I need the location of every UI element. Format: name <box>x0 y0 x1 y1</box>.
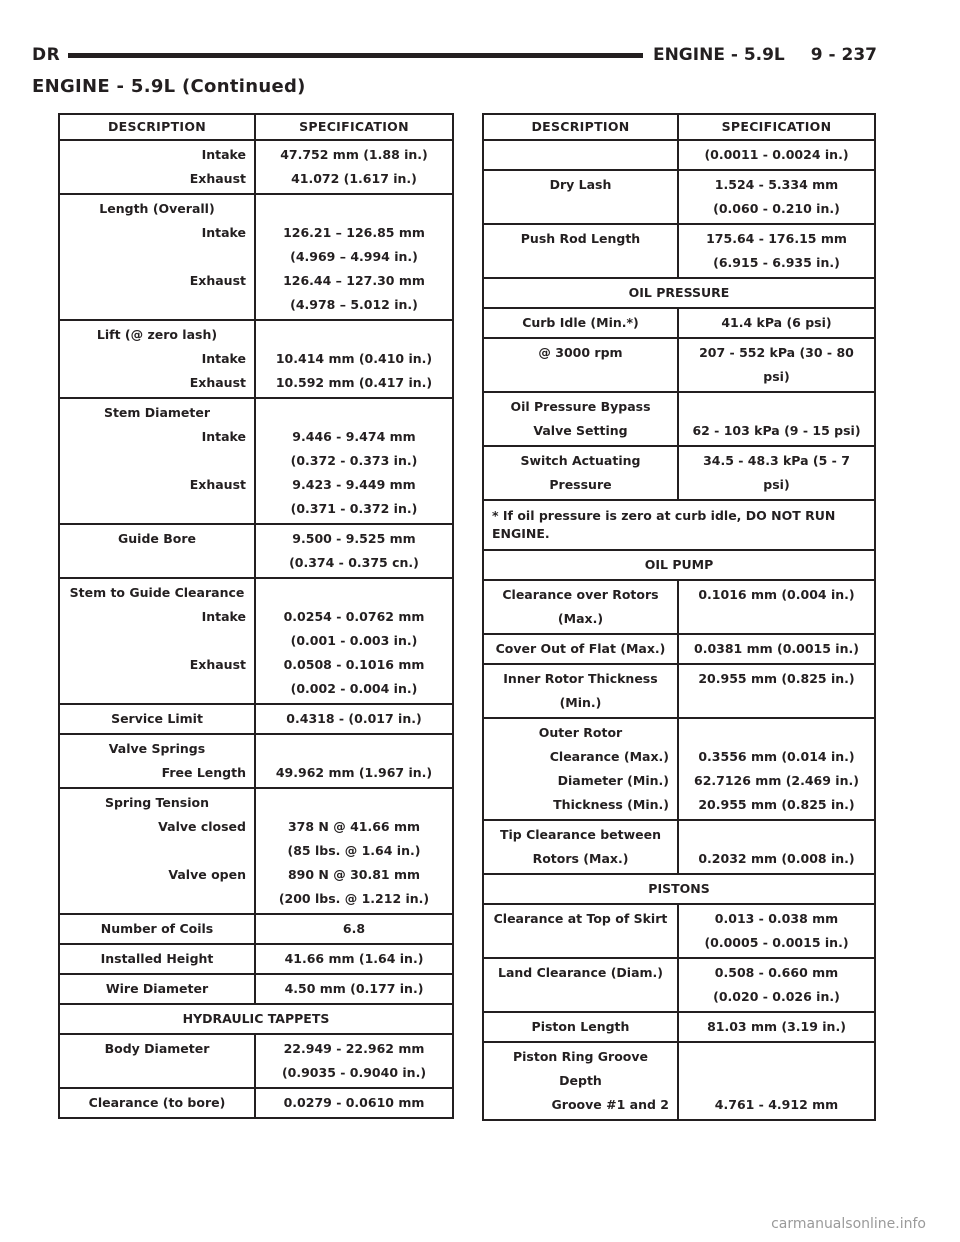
section-header-row <box>483 278 875 308</box>
specification-line: psi) <box>763 369 790 384</box>
column-header-description: DESCRIPTION <box>59 114 255 140</box>
specification-cell <box>678 338 875 392</box>
specification-line: 4.50 mm (0.177 in.) <box>284 981 424 996</box>
specification-cell <box>255 398 453 524</box>
description-line <box>68 293 246 317</box>
specification-line: 20.955 mm (0.825 in.) <box>698 671 855 686</box>
table-header-row <box>483 114 875 140</box>
specification-line: 9.500 - 9.525 mm <box>292 531 416 546</box>
specification-cell <box>255 1034 453 1088</box>
specification-line <box>264 791 444 815</box>
footnote: * If oil pressure is zero at curb idle, DO NOT RUN ENGINE. <box>483 500 875 550</box>
description-line: Installed Height <box>100 951 214 966</box>
description-line: Intake <box>201 351 246 366</box>
specification-line: 126.21 – 126.85 mm <box>283 225 425 240</box>
header-title: ENGINE - 5.9L <box>652 45 785 65</box>
description-line: Exhaust <box>189 273 246 288</box>
right-spec-table <box>482 113 876 1121</box>
description-cell <box>59 734 255 788</box>
specification-line: 62.7126 mm (2.469 in.) <box>694 773 859 788</box>
specification-cell <box>678 580 875 634</box>
description-line: Valve open <box>168 867 246 882</box>
table-row <box>59 914 453 944</box>
description-line: Thickness (Min.) <box>553 797 669 812</box>
description-cell <box>483 958 678 1012</box>
description-line: (Max.) <box>557 611 604 626</box>
description-cell <box>483 392 678 446</box>
table-row <box>59 944 453 974</box>
description-line: Clearance (Max.) <box>549 749 669 764</box>
specification-cell <box>678 446 875 500</box>
description-cell <box>483 1042 678 1120</box>
description-cell <box>59 578 255 704</box>
specification-cell <box>678 904 875 958</box>
description-cell <box>483 1012 678 1042</box>
description-line: Number of Coils <box>100 921 214 936</box>
left-table-body <box>59 140 453 1118</box>
description-line: Free Length <box>161 765 246 780</box>
specification-line: (6.915 - 6.935 in.) <box>713 255 840 270</box>
description-cell <box>59 974 255 1004</box>
specification-line: 175.64 - 176.15 mm <box>706 231 847 246</box>
specification-cell <box>678 718 875 820</box>
description-cell <box>59 194 255 320</box>
description-line: Piston Ring Groove <box>512 1049 649 1064</box>
specification-line: 0.508 - 0.660 mm <box>714 965 839 980</box>
specification-cell <box>255 734 453 788</box>
description-cell <box>59 704 255 734</box>
left-spec-table <box>58 113 454 1119</box>
specification-line <box>264 737 444 761</box>
description-line: Rotors (Max.) <box>532 851 629 866</box>
specification-cell <box>255 524 453 578</box>
specification-line: 34.5 - 48.3 kPa (5 - 7 <box>703 453 850 468</box>
specification-line: (0.002 - 0.004 in.) <box>290 681 418 696</box>
description-cell <box>483 904 678 958</box>
specification-line <box>264 323 444 347</box>
table-row <box>483 664 875 718</box>
description-line: Cover Out of Flat (Max.) <box>495 641 666 656</box>
specification-line: 9.446 - 9.474 mm <box>292 429 416 444</box>
description-line: Exhaust <box>189 171 246 186</box>
description-line: (Min.) <box>559 695 602 710</box>
specification-line: 22.949 - 22.962 mm <box>283 1041 425 1056</box>
specification-cell <box>678 664 875 718</box>
specification-cell <box>678 392 875 446</box>
table-row <box>59 398 453 524</box>
description-line: Push Rod Length <box>520 231 641 246</box>
table-row <box>483 820 875 874</box>
specification-line: (0.9035 - 0.9040 in.) <box>281 1065 427 1080</box>
description-line: Exhaust <box>189 375 246 390</box>
specification-line: 126.44 – 127.30 mm <box>283 273 425 288</box>
section-header-row <box>483 550 875 580</box>
table-row <box>59 704 453 734</box>
specification-line: (85 lbs. @ 1.64 in.) <box>287 843 421 858</box>
specification-line: psi) <box>763 477 790 492</box>
specification-cell <box>255 194 453 320</box>
specification-line: (0.371 - 0.372 in.) <box>290 501 418 516</box>
description-cell <box>483 634 678 664</box>
specification-cell <box>255 944 453 974</box>
specification-cell <box>255 320 453 398</box>
table-row <box>483 1042 875 1120</box>
description-line: Pressure <box>549 477 612 492</box>
description-line: Lift (@ zero lash) <box>96 327 218 342</box>
description-line: Valve Springs <box>108 741 206 756</box>
description-line <box>68 839 246 863</box>
description-line <box>68 449 246 473</box>
table-row <box>483 392 875 446</box>
description-line: Intake <box>201 609 246 624</box>
table-row <box>59 524 453 578</box>
header-left-label: DR <box>32 45 61 65</box>
specification-cell <box>678 634 875 664</box>
specification-line <box>264 581 444 605</box>
section-title: OIL PRESSURE <box>483 278 875 308</box>
table-row <box>59 320 453 398</box>
description-cell <box>483 308 678 338</box>
specification-line: 890 N @ 30.81 mm <box>287 867 421 882</box>
specification-line: (0.0011 - 0.0024 in.) <box>704 147 849 162</box>
table-row <box>483 308 875 338</box>
description-line: Intake <box>201 147 246 162</box>
specification-line: (0.372 - 0.373 in.) <box>290 453 418 468</box>
description-line: Clearance (to bore) <box>88 1095 226 1110</box>
table-row <box>483 224 875 278</box>
specification-line: 49.962 mm (1.967 in.) <box>275 765 433 780</box>
description-cell <box>59 1088 255 1118</box>
table-row <box>483 718 875 820</box>
specification-line <box>687 395 866 419</box>
description-line: Valve Setting <box>533 423 628 438</box>
description-line: Clearance over Rotors <box>502 587 659 602</box>
specification-line: 0.0381 mm (0.0015 in.) <box>694 641 859 656</box>
description-line: Dry Lash <box>549 177 612 192</box>
description-line: Valve closed <box>158 819 246 834</box>
description-line: Groove #1 and 2 <box>551 1097 669 1112</box>
description-line: Outer Rotor <box>538 725 623 740</box>
description-cell <box>483 580 678 634</box>
table-row <box>483 170 875 224</box>
description-cell <box>483 664 678 718</box>
specification-line: 0.4318 - (0.017 in.) <box>286 711 422 726</box>
description-line <box>68 887 246 911</box>
specification-line: 41.072 (1.617 in.) <box>291 171 417 186</box>
specification-line: (0.374 - 0.375 cn.) <box>289 555 419 570</box>
specification-line: 0.013 - 0.038 mm <box>714 911 839 926</box>
table-row <box>59 194 453 320</box>
description-line: @ 3000 rpm <box>538 345 623 360</box>
section-title: HYDRAULIC TAPPETS <box>59 1004 453 1034</box>
specification-line: (0.0005 - 0.0015 in.) <box>704 935 849 950</box>
description-line: Land Clearance (Diam.) <box>497 965 663 980</box>
footnote-row <box>483 500 875 550</box>
specification-cell <box>255 140 453 194</box>
specification-line: 20.955 mm (0.825 in.) <box>698 797 855 812</box>
specification-line: 0.2032 mm (0.008 in.) <box>698 851 855 866</box>
page-number: 9 - 237 <box>810 45 877 65</box>
description-line: Piston Length <box>531 1019 630 1034</box>
table-row <box>483 904 875 958</box>
description-cell <box>483 338 678 392</box>
description-cell <box>59 524 255 578</box>
specification-line: (0.060 - 0.210 in.) <box>713 201 840 216</box>
table-row <box>483 338 875 392</box>
specification-cell <box>255 578 453 704</box>
table-row <box>483 1012 875 1042</box>
description-cell <box>59 944 255 974</box>
table-row <box>59 1034 453 1088</box>
table-row <box>483 958 875 1012</box>
specification-cell <box>678 308 875 338</box>
watermark: carmanualsonline.info <box>771 1216 926 1232</box>
specification-cell <box>678 1042 875 1120</box>
specification-line: (200 lbs. @ 1.212 in.) <box>278 891 430 906</box>
description-line: Oil Pressure Bypass <box>510 399 651 414</box>
specification-line: 81.03 mm (3.19 in.) <box>707 1019 846 1034</box>
description-line: Guide Bore <box>118 531 196 546</box>
description-line: Curb Idle (Min.*) <box>522 315 639 330</box>
table-row <box>59 1088 453 1118</box>
specification-cell <box>255 914 453 944</box>
description-cell <box>59 914 255 944</box>
specification-cell <box>678 820 875 874</box>
specification-line: 0.0508 - 0.1016 mm <box>283 657 425 672</box>
description-line: Inner Rotor Thickness <box>503 671 658 686</box>
description-line: Body Diameter <box>104 1041 210 1056</box>
specification-line <box>687 1069 866 1093</box>
description-line: Exhaust <box>189 657 246 672</box>
specification-cell <box>678 170 875 224</box>
description-line <box>68 245 246 269</box>
description-cell <box>483 446 678 500</box>
specification-line: 1.524 - 5.334 mm <box>714 177 839 192</box>
section-title: OIL PUMP <box>483 550 875 580</box>
right-table-body <box>483 140 875 1120</box>
specification-line: (4.978 – 5.012 in.) <box>290 297 418 312</box>
description-cell <box>59 788 255 914</box>
table-row <box>483 140 875 170</box>
specification-line <box>264 401 444 425</box>
specification-line: 4.761 - 4.912 mm <box>714 1097 839 1112</box>
specification-cell <box>678 224 875 278</box>
description-cell <box>59 398 255 524</box>
description-line: Tip Clearance between <box>499 827 661 842</box>
description-line: Depth <box>559 1073 602 1088</box>
column-header-specification: SPECIFICATION <box>255 114 453 140</box>
description-cell <box>483 820 678 874</box>
section-subtitle: ENGINE - 5.9L (Continued) <box>32 76 306 97</box>
description-line <box>68 497 246 521</box>
description-line: Exhaust <box>189 477 246 492</box>
header-rule <box>68 53 643 58</box>
table-row <box>59 788 453 914</box>
description-line: Service Limit <box>111 711 203 726</box>
description-line: Spring Tension <box>104 795 210 810</box>
table-row <box>483 634 875 664</box>
specification-line: 9.423 - 9.449 mm <box>292 477 416 492</box>
table-row <box>59 578 453 704</box>
specification-line: 10.592 mm (0.417 in.) <box>275 375 433 390</box>
description-line: Length (Overall) <box>99 201 215 216</box>
specification-line: 62 - 103 kPa (9 - 15 psi) <box>692 423 861 438</box>
description-line: Wire Diameter <box>105 981 209 996</box>
specification-line: 47.752 mm (1.88 in.) <box>280 147 428 162</box>
column-header-specification: SPECIFICATION <box>678 114 875 140</box>
specification-line: (0.001 - 0.003 in.) <box>290 633 418 648</box>
specification-line: 0.3556 mm (0.014 in.) <box>698 749 855 764</box>
table-row <box>59 734 453 788</box>
specification-line: (4.969 – 4.994 in.) <box>290 249 418 264</box>
specification-cell <box>678 140 875 170</box>
description-line: Stem to Guide Clearance <box>69 585 245 600</box>
description-cell <box>483 224 678 278</box>
specification-line <box>687 721 866 745</box>
specification-line <box>687 823 866 847</box>
specification-line: 0.0279 - 0.0610 mm <box>283 1095 425 1110</box>
description-line <box>68 629 246 653</box>
description-cell <box>59 1034 255 1088</box>
description-cell <box>483 170 678 224</box>
table-row <box>59 974 453 1004</box>
table-row <box>483 580 875 634</box>
description-line: Intake <box>201 225 246 240</box>
specification-line: 0.1016 mm (0.004 in.) <box>698 587 855 602</box>
specification-cell <box>678 958 875 1012</box>
specification-line: (0.020 - 0.026 in.) <box>713 989 840 1004</box>
description-cell <box>59 320 255 398</box>
specification-line: 41.66 mm (1.64 in.) <box>284 951 424 966</box>
column-header-description: DESCRIPTION <box>483 114 678 140</box>
description-line <box>492 143 669 167</box>
description-line <box>68 677 246 701</box>
specification-line: 10.414 mm (0.410 in.) <box>275 351 433 366</box>
description-line: Clearance at Top of Skirt <box>493 911 668 926</box>
description-line: Intake <box>201 429 246 444</box>
specification-line: 378 N @ 41.66 mm <box>287 819 421 834</box>
specification-line: 41.4 kPa (6 psi) <box>721 315 832 330</box>
description-cell <box>483 718 678 820</box>
specification-cell <box>678 1012 875 1042</box>
specification-cell <box>255 1088 453 1118</box>
specification-line: 6.8 <box>342 921 366 936</box>
table-row <box>483 446 875 500</box>
specification-line: 0.0254 - 0.0762 mm <box>283 609 425 624</box>
description-line: Switch Actuating <box>520 453 641 468</box>
specification-cell <box>255 704 453 734</box>
specification-cell <box>255 974 453 1004</box>
section-title: PISTONS <box>483 874 875 904</box>
description-cell <box>59 140 255 194</box>
page-header <box>32 44 877 66</box>
description-cell <box>483 140 678 170</box>
table-header-row <box>59 114 453 140</box>
specification-cell <box>255 788 453 914</box>
description-line: Diameter (Min.) <box>557 773 669 788</box>
section-header-row <box>59 1004 453 1034</box>
section-header-row <box>483 874 875 904</box>
specification-line: 207 - 552 kPa (30 - 80 <box>699 345 854 360</box>
specification-line <box>264 197 444 221</box>
specification-line <box>687 1045 866 1069</box>
table-row <box>59 140 453 194</box>
description-line: Stem Diameter <box>103 405 211 420</box>
